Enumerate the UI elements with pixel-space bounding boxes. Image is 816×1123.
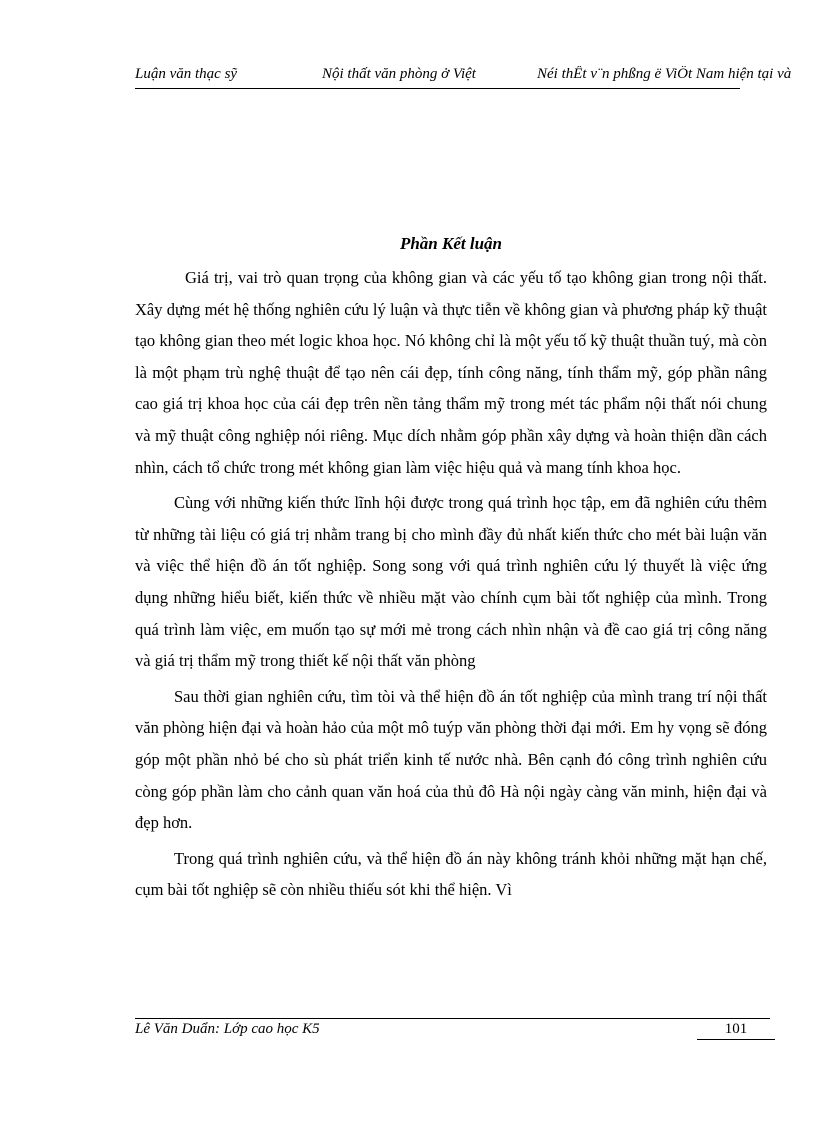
footer-rule xyxy=(135,1018,770,1019)
body-text xyxy=(135,262,767,910)
footer-author: Lê Văn Duẩn: Lớp cao học K5 xyxy=(135,1021,320,1037)
header-center-text: Nội thất văn phòng ở Việt xyxy=(322,66,476,82)
page-number: 101 xyxy=(697,1021,775,1040)
paragraph: Cùng với những kiến thức lĩnh hội được trong quá trình học tập, em đã nghiên cứu thêm từ những tài liệu có giá trị nhằm trang bị cho mình đầy đủ nhất kiến thức cho mét bài luận văn và việc thể hiện đồ án tốt nghiệp. Song song với quá trình nghiên cứu lý thuyết là việc ứng dụng những hiểu biết, kiến thức về nhiều mặt vào chính cụm bài tốt nghiệp của mình. Trong quá trình làm việc, em muốn tạo sự mới mẻ trong cách nhìn nhận và đề cao giá trị công năng và giá trị thẩm mỹ trong thiết kế nội thất văn phòng xyxy=(135,493,767,671)
paragraph: Sau thời gian nghiên cứu, tìm tòi và thể hiện đồ án tốt nghiệp của mình trang trí nội thất văn phòng hiện đại và hoàn hảo của một mô tuýp văn phòng thời đại mới. Em hy vọng sẽ đóng góp một phần nhỏ bé cho sù phát triển kinh tế nước nhà. Bên cạnh đó công trình nghiên cứu còng góp phần làm cho cảnh quan văn hoá của thủ đô Hà nội ngày càng văn minh, hiện đại và đẹp hơn. xyxy=(135,686,767,833)
section-title: Phần Kết luận xyxy=(399,234,503,253)
paragraph: Giá trị, vai trò quan trọng của không gian và các yếu tố tạo không gian trong nội thất. Xây dựng mét hệ thống nghiên cứu lý luận và thực tiễn về không gian và phương pháp kỹ thuật tạo không gian theo mét logic khoa học. Nó không chỉ là một yếu tố kỹ thuật thuần tuý, mà còn là một phạm trù nghệ thuật để tạo nên cái đẹp, tính công năng, tính thẩm mỹ, góp phần nâng cao giá trị khoa học của cái đẹp trên nền tảng thẩm mỹ trong mét tác phẩm nội thất nói chung và mỹ thuật công nghiệp nói riêng. Mục dích nhằm góp phần xây dựng và hoàn thiện dần cách nhìn, cách tổ chức trong mét không gian làm việc hiệu quả và mang tính khoa học. xyxy=(135,268,767,477)
paragraph: Trong quá trình nghiên cứu, và thể hiện đồ án này không tránh khỏi những mặt hạn chế, cụm bài tốt nghiệp sẽ còn nhiều thiếu sót khi thể hiện. Vì xyxy=(135,848,767,900)
header-rule xyxy=(135,88,740,89)
page-header xyxy=(135,66,816,88)
header-right-text: Néi thÊt v¨n phßng ë ViÖt Nam hiện tại và xyxy=(537,66,792,82)
header-left-text: Luận văn thạc sỹ xyxy=(135,66,238,82)
